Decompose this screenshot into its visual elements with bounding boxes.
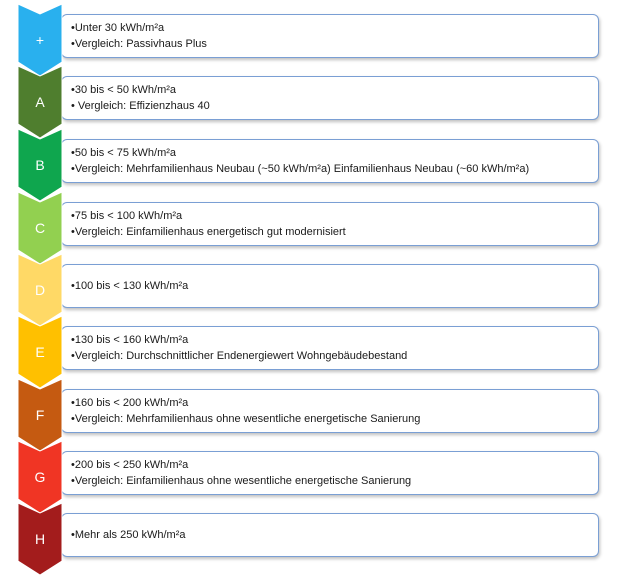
row-range-text: •50 bis < 75 kWh/m²a: [71, 147, 177, 159]
row-description-box: [61, 264, 599, 308]
row-comparison-text: •Vergleich: Einfamilienhaus energetisch gut modernisiert: [71, 226, 346, 238]
row-comparison-text: •Vergleich: Passivhaus Plus: [71, 38, 207, 50]
efficiency-row-d: [0, 264, 641, 326]
row-description-box: [61, 76, 599, 120]
row-comparison-text: •Vergleich: Einfamilienhaus ohne wesentliche energetische Sanierung: [71, 475, 412, 487]
efficiency-row-plus: [0, 14, 641, 76]
grade-label: D: [34, 282, 46, 298]
row-range-text: •130 bis < 160 kWh/m²a: [71, 334, 189, 346]
grade-chevron: [0, 503, 80, 575]
grade-label: G: [34, 469, 46, 485]
efficiency-row-c: [0, 202, 641, 264]
row-description-box: [61, 139, 599, 183]
row-comparison-text: • Vergleich: Effizienzhaus 40: [71, 100, 210, 112]
grade-label: A: [35, 94, 45, 110]
row-description-box: [61, 14, 599, 58]
grade-label: C: [34, 220, 46, 236]
row-range-text: •200 bis < 250 kWh/m²a: [71, 459, 189, 471]
efficiency-row-b: [0, 139, 641, 201]
grade-label: F: [35, 407, 45, 423]
efficiency-row-e: [0, 326, 641, 388]
row-description-box: [61, 326, 599, 370]
row-comparison-text: •Vergleich: Mehrfamilienhaus ohne wesentliche energetische Sanierung: [71, 413, 421, 425]
grade-chevron: [0, 129, 80, 201]
grade-label: E: [35, 344, 45, 360]
row-description-box: [61, 513, 599, 557]
grade-label: H: [34, 531, 46, 547]
efficiency-row-a: [0, 76, 641, 138]
efficiency-row-f: [0, 389, 641, 451]
row-range-text: •30 bis < 50 kWh/m²a: [71, 84, 177, 96]
row-range-text: •100 bis < 130 kWh/m²a: [71, 280, 189, 292]
grade-label: B: [35, 157, 45, 173]
row-range-text: •Mehr als 250 kWh/m²a: [71, 529, 186, 541]
grade-chevron: [0, 316, 80, 388]
row-range-text: •160 bis < 200 kWh/m²a: [71, 397, 189, 409]
efficiency-row-g: [0, 451, 641, 513]
grade-label: +: [35, 32, 45, 48]
row-range-text: •75 bis < 100 kWh/m²a: [71, 210, 183, 222]
row-range-text: •Unter 30 kWh/m²a: [71, 22, 165, 34]
row-description-box: [61, 451, 599, 495]
row-description-box: [61, 389, 599, 433]
grade-chevron: [0, 66, 80, 138]
row-description-box: [61, 202, 599, 246]
row-comparison-text: •Vergleich: Durchschnittlicher Endenergiewert Wohngebäudebestand: [71, 350, 408, 362]
row-comparison-text: •Vergleich: Mehrfamilienhaus Neubau (~50 kWh/m²a) Einfamilienhaus Neubau (~60 kWh/m²a): [71, 163, 530, 175]
efficiency-row-h: [0, 513, 641, 575]
